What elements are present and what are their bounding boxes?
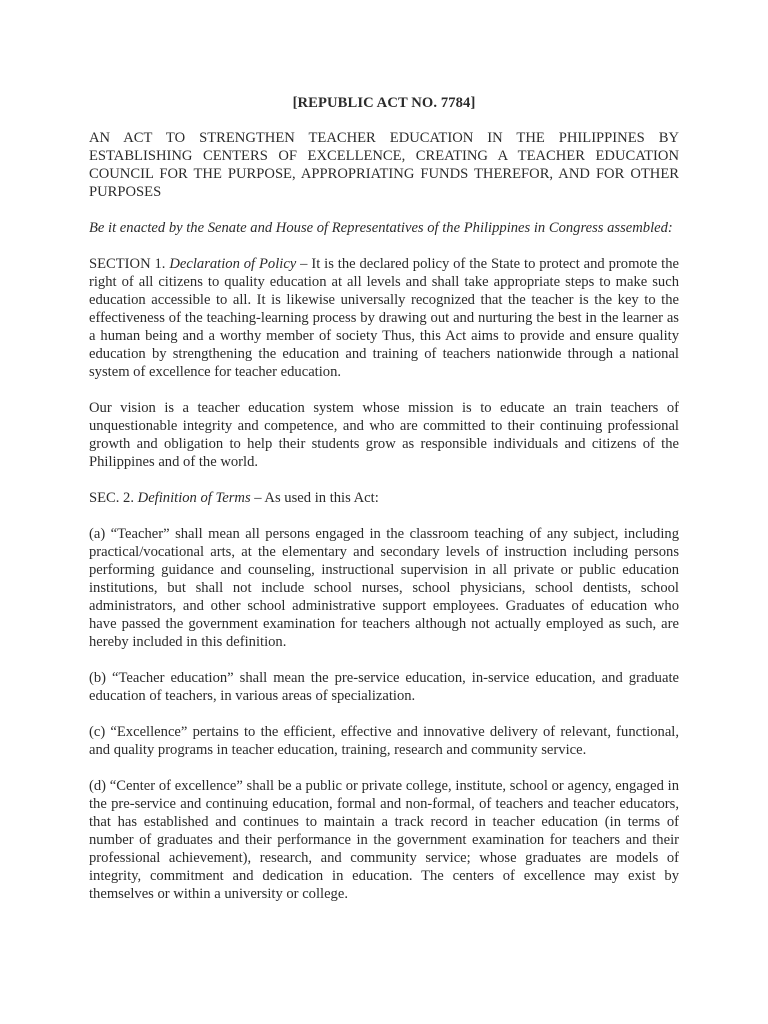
definition-excellence: (c) “Excellence” pertains to the efficient, effective and innovative delivery of relevant, functional, and quality programs in teacher education, training, research and community service. (89, 724, 679, 758)
definition-center-of-excellence: (d) “Center of excellence” shall be a public or private college, institute, school or agency, engaged in the pre-service and continuing education, formal and non-formal, of teachers and teacher educators, that has established and continues to maintain a track record in teacher education (in terms of number of graduates and their performance in the government examination for teachers and their professional achievement), research, and community service; whose graduates are models of integrity, commitment and dedication in education. The centers of excellence may exist by themselves or within a university or college. (89, 778, 679, 902)
enacting-clause: Be it enacted by the Senate and House of Representatives of the Philippines in Congress assembled: (89, 220, 673, 236)
definition-teacher: (a) “Teacher” shall mean all persons engaged in the classroom teaching of any subject, including practical/vocational arts, at the elementary and secondary levels of instruction including persons performing guidance and counseling, instructional supervision in all private or public education institutions, but shall not include school nurses, school physicians, school dentists, school administrators, and other school administrative support employees. Graduates of education who have passed the government examination for teachers although not actually employed as such, are hereby included in this definition. (89, 526, 679, 650)
definition-teacher-education: (b) “Teacher education” shall mean the pre-service education, in-service education, and graduate education of teachers, in various areas of specialization. (89, 670, 679, 704)
section-1-number: SECTION 1. (89, 256, 170, 272)
section-2-body: – As used in this Act: (250, 490, 379, 506)
document-title: [REPUBLIC ACT NO. 7784] (292, 95, 476, 111)
section-1-body: – It is the declared policy of the State to protect and promote the right of all citizens to quality education at all levels and shall take appropriate steps to make such education accessible to all. It is likewise universally recognized that the teacher is the key to the effectiveness of the teaching-learning process by drawing out and nurturing the best in the learner as a human being and a worthy member of society Thus, this Act aims to provide and ensure quality education by strengthening the education and training of teachers nationwide through a national system of excellence for teacher education. (89, 256, 679, 380)
section-1 (89, 255, 679, 381)
section-1-heading: Declaration of Policy (169, 256, 297, 272)
act-title: AN ACT TO STRENGTHEN TEACHER EDUCATION IN THE PHILIPPINES BY ESTABLISHING CENTERS OF EXCELLENCE, CREATING A TEACHER EDUCATION COUNCIL FOR THE PURPOSE, APPROPRIATING FUNDS THEREFOR, AND FOR OTHER PURPOSES (89, 130, 679, 200)
section-2-number: SEC. 2. (89, 490, 138, 506)
vision-paragraph: Our vision is a teacher education system whose mission is to educate an train teachers of unquestionable integrity and competence, and who are committed to their continuing professional growth and obligation to help their students grow as responsible individuals and citizens of the Philippines and of the world. (89, 400, 679, 470)
section-2-heading: Definition of Terms (137, 490, 251, 506)
section-2 (89, 489, 679, 507)
